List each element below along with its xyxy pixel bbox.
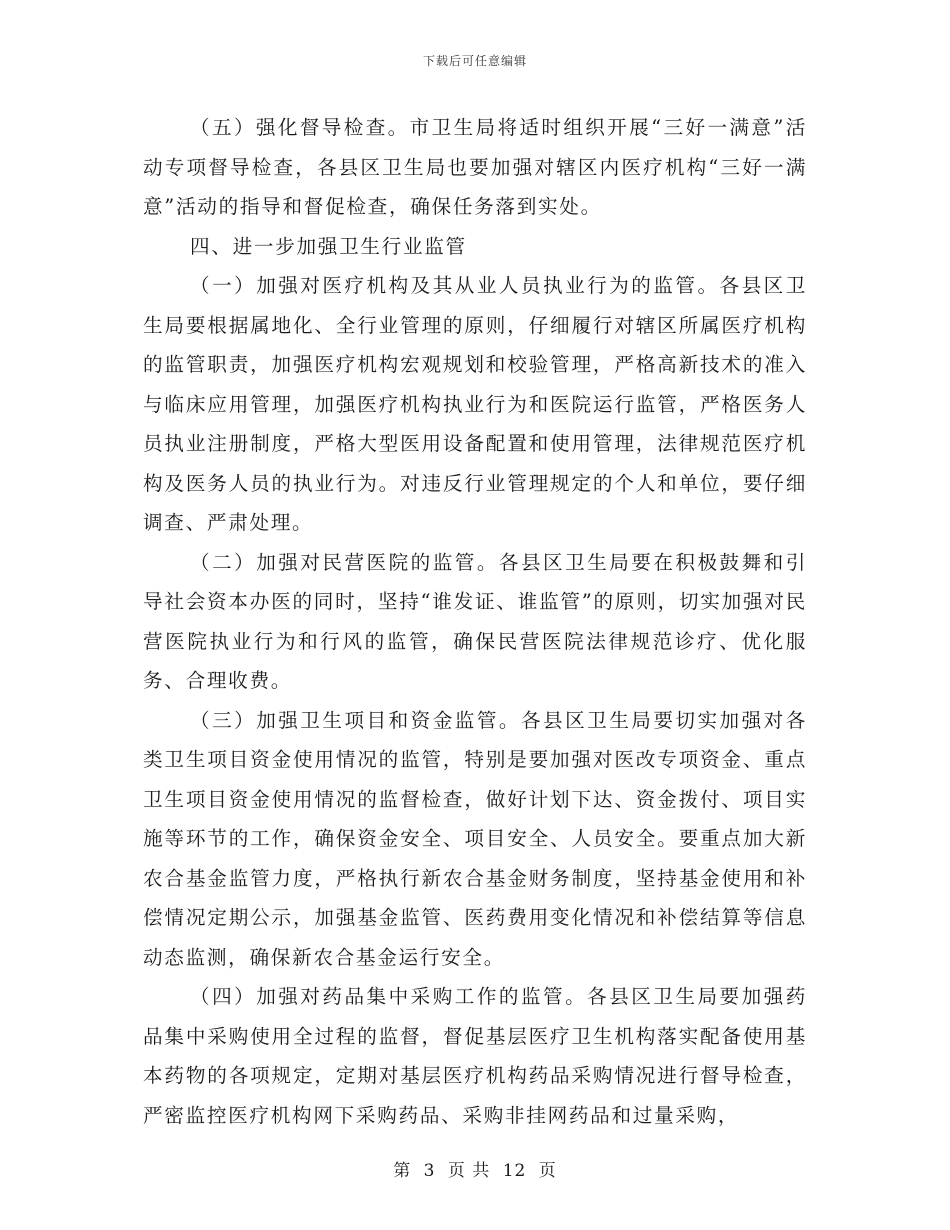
page-number-footer [0,1156,950,1181]
document-body [143,108,807,1135]
paragraph-private-hospitals: （二）加强对民营医院的监管。各县区卫生局要在积极鼓舞和引导社会资本办医的同时，坚持“谁发证、谁监管”的原则，切实加强对民营医院执业行为和行风的监管，确保民营医院法律规范诊疗、优化服务、合理收费。 [143,550,807,692]
current-page-number: 3 [423,1161,436,1181]
footer-prefix: 第 [393,1161,412,1181]
footer-suffix: 页 [538,1161,557,1181]
paragraph-supervision-inspection: （五）强化督导检查。市卫生局将适时组织开展“三好一满意”活动专项督导检查，各县区卫生局也要加强对辖区内医疗机构“三好一满意”活动的指导和督促检查，确保任务落到实处。 [143,116,807,218]
section-heading-industry-supervision: 四、进一步加强卫生行业监管 [190,234,467,258]
paragraph-drug-procurement: （四）加强对药品集中采购工作的监管。各县区卫生局要加强药品集中采购使用全过程的监督，督促基层医疗卫生机构落实配备使用基本药物的各项规定，定期对基层医疗机构药品采购情况进行督导检查，严密监控医疗机构网下采购药品、采购非挂网药品和过量采购， [143,985,807,1127]
page-header-note: 下载后可任意编辑 [422,54,527,68]
footer-middle: 页 共 [447,1161,491,1181]
total-page-count: 12 [502,1161,527,1181]
paragraph-projects-funds: （三）加强卫生项目和资金监管。各县区卫生局要切实加强对各类卫生项目资金使用情况的监管，特别是要加强对医改专项资金、重点卫生项目资金使用情况的监督检查，做好计划下达、资金拨付、项目实施等环节的工作，确保资金安全、项目安全、人员安全。要重点加大新农合基金监管力度，严格执行新农合基金财务制度，坚持基金使用和补偿情况定期公示，加强基金监管、医药费用变化情况和补偿结算等信息动态监测，确保新农合基金运行安全。 [143,708,807,969]
paragraph-medical-institutions: （一）加强对医疗机构及其从业人员执业行为的监管。各县区卫生局要根据属地化、全行业管理的原则，仔细履行对辖区所属医疗机构的监管职责，加强医疗机构宏观规划和校验管理，严格高新技术的准入与临床应用管理，加强医疗机构执业行为和医院运行监管，严格医务人员执业注册制度，严格大型医用设备配置和使用管理，法律规范医疗机构及医务人员的执业行为。对违反行业管理规定的个人和单位，要仔细调查、严肃处理。 [143,274,807,534]
